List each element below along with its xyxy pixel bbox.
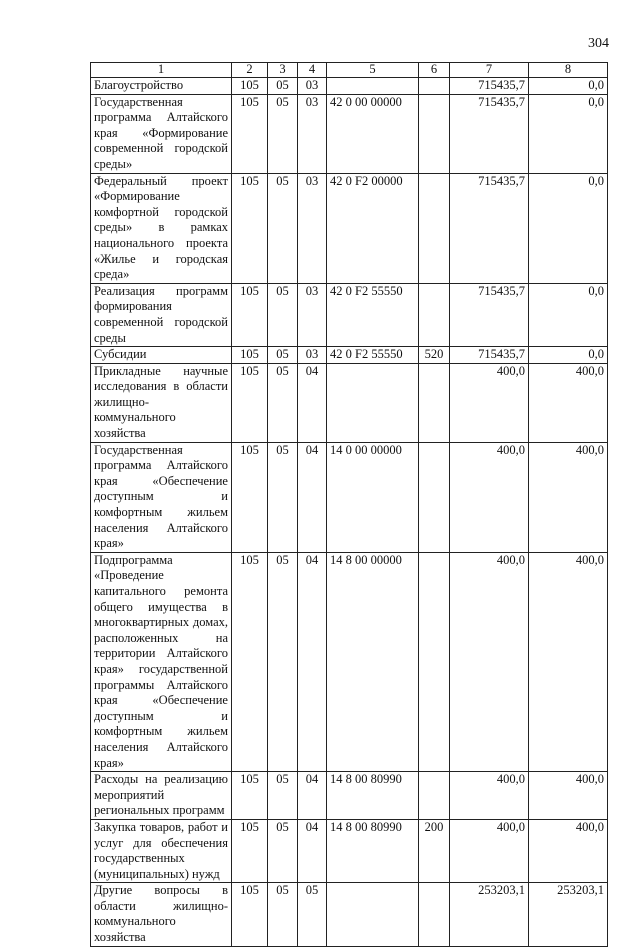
- cell-section: 05: [268, 94, 298, 173]
- cell-section: 05: [268, 173, 298, 283]
- cell-amount-1: 400,0: [450, 363, 529, 442]
- cell-amount-2: 0,0: [529, 173, 608, 283]
- column-header: 8: [529, 63, 608, 78]
- table-body: [91, 78, 608, 947]
- cell-expense-type: [419, 772, 450, 820]
- cell-subsection: 04: [298, 442, 327, 552]
- cell-ministry-code: 105: [232, 442, 268, 552]
- cell-target-item: [327, 363, 419, 442]
- cell-amount-2: 253203,1: [529, 883, 608, 946]
- table-row: [91, 442, 608, 552]
- cell-amount-2: 0,0: [529, 283, 608, 346]
- cell-section: 05: [268, 819, 298, 882]
- cell-expense-type: [419, 552, 450, 771]
- cell-amount-1: 400,0: [450, 819, 529, 882]
- cell-subsection: 04: [298, 772, 327, 820]
- cell-ministry-code: 105: [232, 819, 268, 882]
- cell-expense-type: 520: [419, 347, 450, 364]
- cell-amount-2: 400,0: [529, 552, 608, 771]
- cell-amount-1: 715435,7: [450, 78, 529, 95]
- cell-subsection: 04: [298, 819, 327, 882]
- cell-amount-2: 400,0: [529, 772, 608, 820]
- cell-section: 05: [268, 883, 298, 946]
- cell-name: Государственная программа Алтайского края «Формирование современной городской среды»: [91, 94, 232, 173]
- cell-expense-type: [419, 94, 450, 173]
- cell-target-item: [327, 78, 419, 95]
- cell-name: Реализация программ формирования современной городской среды: [91, 283, 232, 346]
- cell-subsection: 03: [298, 94, 327, 173]
- cell-amount-1: 715435,7: [450, 347, 529, 364]
- cell-expense-type: [419, 173, 450, 283]
- cell-amount-2: 0,0: [529, 78, 608, 95]
- cell-target-item: 42 0 F2 00000: [327, 173, 419, 283]
- table-row: [91, 94, 608, 173]
- cell-subsection: 03: [298, 78, 327, 95]
- cell-amount-1: 400,0: [450, 442, 529, 552]
- cell-amount-1: 253203,1: [450, 883, 529, 946]
- cell-target-item: 14 8 00 80990: [327, 819, 419, 882]
- column-header: 2: [232, 63, 268, 78]
- cell-target-item: [327, 883, 419, 946]
- cell-ministry-code: 105: [232, 283, 268, 346]
- cell-subsection: 05: [298, 883, 327, 946]
- cell-amount-2: 400,0: [529, 442, 608, 552]
- cell-name: Расходы на реализацию мероприятий региональных программ: [91, 772, 232, 820]
- cell-ministry-code: 105: [232, 78, 268, 95]
- table-row: [91, 347, 608, 364]
- table-row: [91, 283, 608, 346]
- cell-target-item: 14 0 00 00000: [327, 442, 419, 552]
- cell-target-item: 42 0 F2 55550: [327, 347, 419, 364]
- cell-name: Федеральный проект «Формирование комфортной городской среды» в рамках национального проекта «Жилье и городская среда»: [91, 173, 232, 283]
- cell-ministry-code: 105: [232, 173, 268, 283]
- cell-section: 05: [268, 772, 298, 820]
- cell-expense-type: [419, 78, 450, 95]
- cell-ministry-code: 105: [232, 347, 268, 364]
- cell-subsection: 03: [298, 347, 327, 364]
- cell-expense-type: 200: [419, 819, 450, 882]
- cell-section: 05: [268, 442, 298, 552]
- cell-target-item: 14 8 00 80990: [327, 772, 419, 820]
- cell-amount-1: 715435,7: [450, 173, 529, 283]
- cell-subsection: 03: [298, 283, 327, 346]
- cell-amount-2: 400,0: [529, 819, 608, 882]
- cell-name: Закупка товаров, работ и услуг для обеспечения государственных (муниципальных) нужд: [91, 819, 232, 882]
- table-row: [91, 772, 608, 820]
- column-header: 1: [91, 63, 232, 78]
- column-header: 4: [298, 63, 327, 78]
- cell-ministry-code: 105: [232, 772, 268, 820]
- column-header: 3: [268, 63, 298, 78]
- cell-expense-type: [419, 283, 450, 346]
- cell-name: Прикладные научные исследования в области жилищно-коммунального хозяйства: [91, 363, 232, 442]
- cell-amount-1: 715435,7: [450, 94, 529, 173]
- cell-subsection: 04: [298, 552, 327, 771]
- table-row: [91, 363, 608, 442]
- cell-name: Государственная программа Алтайского края «Обеспечение доступным и комфортным жильем населения Алтайского края»: [91, 442, 232, 552]
- table-row: [91, 819, 608, 882]
- table-row: [91, 173, 608, 283]
- cell-section: 05: [268, 347, 298, 364]
- cell-subsection: 03: [298, 173, 327, 283]
- budget-table: [90, 62, 608, 947]
- cell-name: Подпрограмма «Проведение капитального ремонта общего имущества в многоквартирных домах, расположенных на территории Алтайского края» государственной программы Алтайского края «Обеспечение доступным и комфортным жильем населения Алтайского края»: [91, 552, 232, 771]
- cell-amount-2: 0,0: [529, 94, 608, 173]
- cell-subsection: 04: [298, 363, 327, 442]
- cell-amount-1: 400,0: [450, 772, 529, 820]
- cell-section: 05: [268, 552, 298, 771]
- cell-target-item: 42 0 F2 55550: [327, 283, 419, 346]
- cell-ministry-code: 105: [232, 363, 268, 442]
- cell-name: Другие вопросы в области жилищно-коммунального хозяйства: [91, 883, 232, 946]
- cell-name: Благоустройство: [91, 78, 232, 95]
- cell-ministry-code: 105: [232, 883, 268, 946]
- page-number: 304: [588, 36, 609, 51]
- table-row: [91, 883, 608, 946]
- cell-section: 05: [268, 78, 298, 95]
- cell-expense-type: [419, 883, 450, 946]
- cell-amount-1: 400,0: [450, 552, 529, 771]
- cell-amount-2: 0,0: [529, 347, 608, 364]
- cell-name: Субсидии: [91, 347, 232, 364]
- cell-amount-1: 715435,7: [450, 283, 529, 346]
- cell-ministry-code: 105: [232, 552, 268, 771]
- cell-target-item: 42 0 00 00000: [327, 94, 419, 173]
- table-row: [91, 78, 608, 95]
- header-row: [91, 63, 608, 78]
- cell-expense-type: [419, 363, 450, 442]
- cell-expense-type: [419, 442, 450, 552]
- cell-section: 05: [268, 363, 298, 442]
- column-header: 5: [327, 63, 419, 78]
- column-header: 6: [419, 63, 450, 78]
- column-header: 7: [450, 63, 529, 78]
- cell-section: 05: [268, 283, 298, 346]
- table-row: [91, 552, 608, 771]
- cell-amount-2: 400,0: [529, 363, 608, 442]
- cell-ministry-code: 105: [232, 94, 268, 173]
- cell-target-item: 14 8 00 00000: [327, 552, 419, 771]
